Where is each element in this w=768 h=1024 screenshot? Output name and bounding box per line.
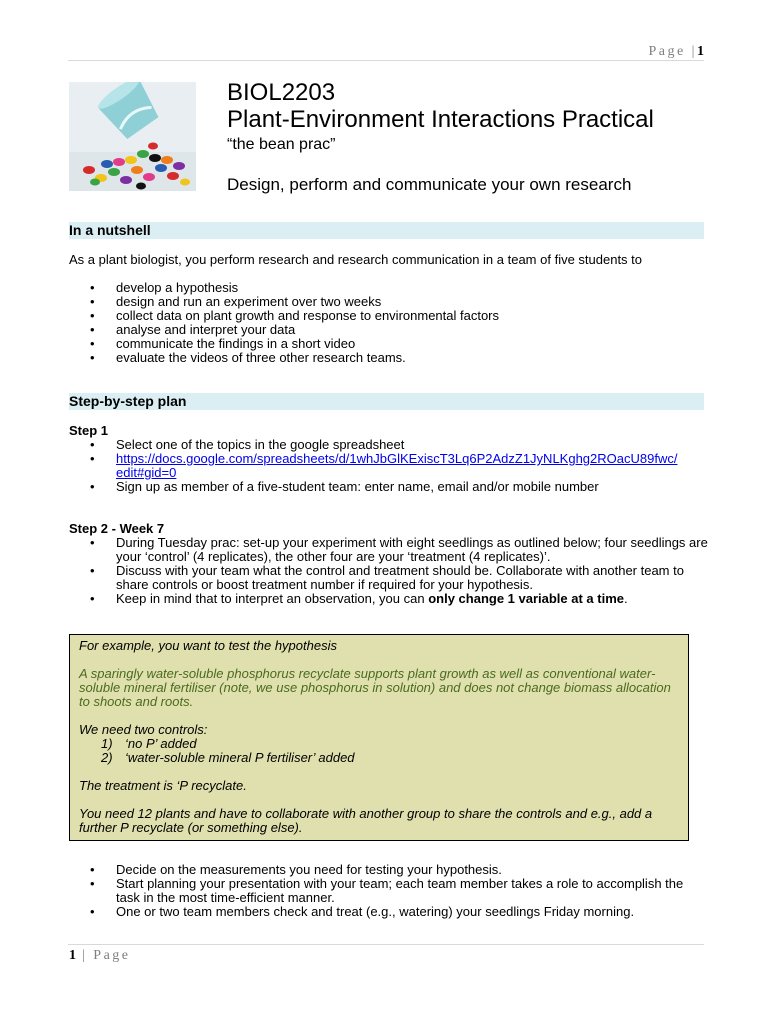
jelly-bean-photo	[69, 82, 196, 191]
example-treatment: The treatment is ‘P recyclate.	[79, 778, 247, 793]
list-item: • Select one of the topics in the google spreadsheet	[69, 438, 709, 452]
example-controls-label: We need two controls:	[79, 722, 208, 737]
control-text: ‘water-soluble mineral P fertiliser’ added	[125, 750, 355, 765]
step2-note-text: Keep in mind that to interpret an observation, you can	[116, 591, 429, 606]
step2-note-emphasis: only change 1 variable at a time	[428, 591, 625, 606]
after-box-bullet-list	[69, 863, 709, 919]
document-subtitle: “the bean prac”	[227, 136, 336, 153]
header-page-num: 1	[697, 44, 704, 59]
list-item: • develop a hypothesis	[69, 281, 709, 295]
list-item	[69, 452, 709, 480]
footer-page-number	[69, 948, 131, 964]
example-closing: You need 12 plants and have to collaborate with another group to share the controls and e.g., add a further P recyclate (or something else).	[79, 806, 653, 835]
footer-rule	[68, 944, 704, 945]
list-item: • Discuss with your team what the control and treatment should be. Collaborate with another team to share controls or boost treatment number if required for your hypothesis.	[69, 564, 709, 592]
control-number: 1)	[101, 736, 113, 751]
plan-heading-text: Step-by-step plan	[69, 393, 187, 409]
header-page-word: Page |	[648, 44, 697, 59]
example-hypothesis: A sparingly water-soluble phosphorus recyclate supports plant growth as well as conventional water-soluble mineral fertiliser (note, we use phosphorus in solution) and does not change biomass allocation to shoots and roots.	[79, 666, 671, 709]
step2-note-end: .	[624, 591, 628, 606]
list-item	[69, 592, 709, 606]
document-tagline: Design, perform and communicate your own research	[227, 175, 632, 194]
footer-page-num: 1	[69, 948, 76, 963]
nutshell-intro: As a plant biologist, you perform research and research communication in a team of five students to	[69, 252, 643, 267]
example-controls-list	[79, 737, 683, 765]
example-intro: For example, you want to test the hypothesis	[79, 638, 337, 653]
step2-label: Step 2 - Week 7	[69, 521, 165, 536]
spreadsheet-link[interactable]: https://docs.google.com/spreadsheets/d/1whJbGlKExiscT3Lq6P2AdzZ1JyNLKghg2ROacU89fwc/edit#gid=0	[116, 451, 678, 480]
list-item: • analyse and interpret your data	[69, 323, 709, 337]
nutshell-heading-text: In a nutshell	[69, 222, 151, 238]
control-text: ‘no P’ added	[125, 736, 197, 751]
control-number: 2)	[101, 750, 113, 765]
step1-label: Step 1	[69, 423, 109, 438]
list-item: • Decide on the measurements you need for testing your hypothesis.	[69, 863, 709, 877]
section-heading-nutshell	[69, 222, 704, 239]
nutshell-bullet-list	[69, 281, 709, 365]
header-page-number	[648, 44, 704, 60]
list-item	[79, 751, 683, 765]
list-item	[79, 737, 683, 751]
list-item: • One or two team members check and treat (e.g., watering) your seedlings Friday morning.	[69, 905, 709, 919]
document-title: Plant-Environment Interactions Practical	[227, 106, 654, 133]
footer-page-word: | Page	[82, 948, 131, 963]
list-item: • Start planning your presentation with your team; each team member takes a role to accomplish the task in the most time-efficient manner.	[69, 877, 709, 905]
list-item: • communicate the findings in a short video	[69, 337, 709, 351]
step2-bullet-list	[69, 536, 709, 606]
section-heading-plan	[69, 393, 704, 410]
list-item: • collect data on plant growth and response to environmental factors	[69, 309, 709, 323]
course-code: BIOL2203	[227, 79, 336, 106]
list-item: • design and run an experiment over two weeks	[69, 295, 709, 309]
list-item: • Sign up as member of a five-student team: enter name, email and/or mobile number	[69, 480, 709, 494]
list-item: • evaluate the videos of three other research teams.	[69, 351, 709, 365]
example-box	[69, 634, 689, 841]
list-item: • During Tuesday prac: set-up your experiment with eight seedlings as outlined below; four seedlings are your ‘control’ (4 replicates), the other four are your ‘treatment (4 replicates)’.	[69, 536, 709, 564]
example-box-content	[79, 639, 683, 835]
header-rule	[68, 60, 704, 61]
step1-bullet-list	[69, 438, 709, 494]
